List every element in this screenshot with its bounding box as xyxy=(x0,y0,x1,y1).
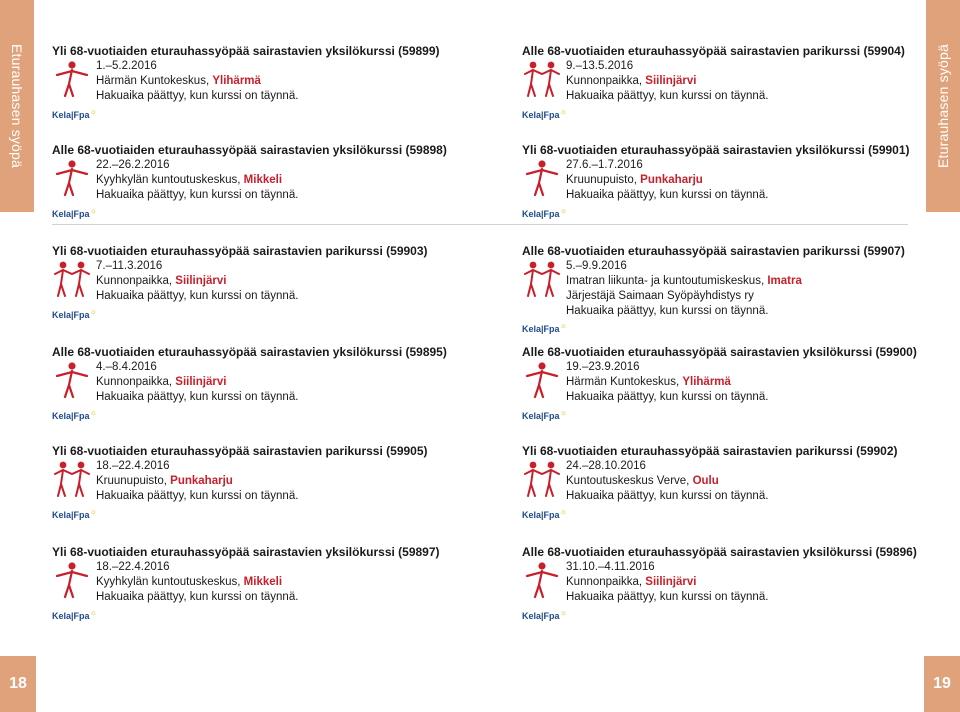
sun-icon: ☼ xyxy=(559,206,567,215)
course-dates: 24.–28.10.2016 xyxy=(566,460,646,472)
course-dates: 18.–22.4.2016 xyxy=(96,561,170,573)
logo-kela-text: Kela xyxy=(522,324,542,334)
logo-separator: | xyxy=(541,510,544,520)
logo-fpa-text: Fpa xyxy=(543,110,560,120)
sun-icon: ☼ xyxy=(559,608,567,617)
section-divider xyxy=(52,224,908,225)
venue-name: Kyyhkylän kuntoutuskeskus, xyxy=(96,174,244,186)
logo-kela-text: Kela xyxy=(522,110,542,120)
couple-figure-icon xyxy=(522,259,562,299)
side-tab-left xyxy=(0,0,34,212)
sun-icon: ☼ xyxy=(89,307,97,316)
course-status: Hakuaika päättyy, kun kurssi on täynnä. xyxy=(566,490,769,502)
couple-figure-icon xyxy=(52,459,92,499)
person-figure-icon xyxy=(522,158,562,198)
logo-fpa-text: Fpa xyxy=(543,611,560,621)
logo-separator: | xyxy=(71,611,74,621)
course-dates: 19.–23.9.2016 xyxy=(566,361,640,373)
course-venue xyxy=(566,173,942,188)
course-status: Hakuaika päättyy, kun kurssi on täynnä. xyxy=(566,305,769,317)
course-entry xyxy=(522,545,942,621)
logo-kela-text: Kela xyxy=(52,411,72,421)
course-entry xyxy=(522,143,942,219)
logo-fpa-text: Fpa xyxy=(543,324,560,334)
side-tab-label: Eturauhasen syöpä xyxy=(9,43,26,169)
logo-kela-text: Kela xyxy=(522,209,542,219)
course-venue xyxy=(566,575,942,590)
course-body xyxy=(522,560,942,621)
venue-name: Kuntoutuskeskus Verve, xyxy=(566,475,693,487)
kela-fpa-logo xyxy=(52,206,97,219)
course-body xyxy=(52,158,472,219)
venue-city: Imatra xyxy=(767,275,802,287)
course-entry xyxy=(52,143,472,219)
logo-kela-text: Kela xyxy=(52,510,72,520)
venue-city: Punkaharju xyxy=(170,475,233,487)
person-figure-icon xyxy=(522,360,562,400)
logo-fpa-text: Fpa xyxy=(73,611,90,621)
logo-separator: | xyxy=(71,110,74,120)
logo-fpa-text: Fpa xyxy=(543,510,560,520)
course-dates: 18.–22.4.2016 xyxy=(96,460,170,472)
venue-city: Oulu xyxy=(692,475,719,487)
venue-city: Ylihärmä xyxy=(212,75,261,87)
course-title: Alle 68-vuotiaiden eturauhassyöpää sairastavien parikurssi (59904) xyxy=(522,44,905,58)
page-number-right: 19 xyxy=(924,656,960,712)
course-body xyxy=(52,259,472,320)
course-body xyxy=(522,259,942,334)
kela-fpa-logo xyxy=(52,408,97,421)
course-status: Hakuaika päättyy, kun kurssi on täynnä. xyxy=(566,391,769,403)
venue-name: Kyyhkylän kuntoutuskeskus, xyxy=(96,576,244,588)
logo-kela-text: Kela xyxy=(52,310,72,320)
sun-icon: ☼ xyxy=(559,107,567,116)
course-entry xyxy=(522,244,942,334)
course-dates: 22.–26.2.2016 xyxy=(96,159,170,171)
course-venue xyxy=(566,474,942,489)
course-entry xyxy=(522,444,942,520)
kela-fpa-logo xyxy=(52,507,97,520)
course-entry xyxy=(52,345,472,421)
sun-icon: ☼ xyxy=(559,507,567,516)
kela-fpa-logo xyxy=(52,307,97,320)
course-venue xyxy=(96,575,472,590)
sun-icon: ☼ xyxy=(89,107,97,116)
venue-city: Siilinjärvi xyxy=(175,376,227,388)
venue-name: Härmän Kuntokeskus, xyxy=(96,75,213,87)
course-status: Hakuaika päättyy, kun kurssi on täynnä. xyxy=(566,189,769,201)
course-dates: 7.–11.3.2016 xyxy=(96,260,163,272)
venue-city: Ylihärmä xyxy=(682,376,731,388)
course-body xyxy=(52,459,472,520)
logo-fpa-text: Fpa xyxy=(543,209,560,219)
logo-fpa-text: Fpa xyxy=(543,411,560,421)
venue-city: Siilinjärvi xyxy=(645,75,697,87)
logo-fpa-text: Fpa xyxy=(73,411,90,421)
course-title: Yli 68-vuotiaiden eturauhassyöpää sairastavien yksilökurssi (59901) xyxy=(522,143,910,157)
course-title: Yli 68-vuotiaiden eturauhassyöpää sairastavien parikurssi (59905) xyxy=(52,444,428,458)
course-venue xyxy=(96,375,472,390)
kela-fpa-logo xyxy=(522,206,567,219)
course-status: Hakuaika päättyy, kun kurssi on täynnä. xyxy=(566,90,769,102)
venue-name: Kruunupuisto, xyxy=(566,174,641,186)
course-title: Alle 68-vuotiaiden eturauhassyöpää sairastavien yksilökurssi (59898) xyxy=(52,143,447,157)
sun-icon: ☼ xyxy=(89,608,97,617)
kela-fpa-logo xyxy=(522,608,567,621)
logo-separator: | xyxy=(541,209,544,219)
logo-kela-text: Kela xyxy=(52,110,72,120)
venue-name: Kunnonpaikka, xyxy=(96,376,176,388)
venue-name: Kunnonpaikka, xyxy=(566,75,646,87)
kela-fpa-logo xyxy=(522,321,567,334)
course-entry xyxy=(52,244,472,320)
course-body xyxy=(52,59,472,120)
sun-icon: ☼ xyxy=(559,321,567,330)
course-venue xyxy=(96,74,472,89)
course-entry xyxy=(52,545,472,621)
sun-icon: ☼ xyxy=(559,408,567,417)
kela-fpa-logo xyxy=(522,408,567,421)
logo-separator: | xyxy=(541,324,544,334)
person-figure-icon xyxy=(52,158,92,198)
kela-fpa-logo xyxy=(522,107,567,120)
venue-name: Imatran liikunta- ja kuntoutumiskeskus, xyxy=(566,275,768,287)
person-figure-icon xyxy=(522,560,562,600)
course-status: Hakuaika päättyy, kun kurssi on täynnä. xyxy=(566,591,769,603)
course-dates: 31.10.–4.11.2016 xyxy=(566,561,655,573)
venue-city: Siilinjärvi xyxy=(175,275,227,287)
couple-figure-icon xyxy=(522,59,562,99)
course-body xyxy=(52,360,472,421)
venue-city: Punkaharju xyxy=(640,174,703,186)
course-dates: 9.–13.5.2016 xyxy=(566,60,634,72)
course-status: Hakuaika päättyy, kun kurssi on täynnä. xyxy=(96,189,299,201)
logo-separator: | xyxy=(71,411,74,421)
logo-fpa-text: Fpa xyxy=(73,310,90,320)
venue-name: Kruunupuisto, xyxy=(96,475,171,487)
course-status: Hakuaika päättyy, kun kurssi on täynnä. xyxy=(96,290,299,302)
logo-kela-text: Kela xyxy=(522,611,542,621)
course-venue xyxy=(566,375,942,390)
venue-city: Mikkeli xyxy=(243,174,283,186)
course-body xyxy=(522,459,942,520)
course-entry xyxy=(52,44,472,120)
course-title: Yli 68-vuotiaiden eturauhassyöpää sairastavien parikurssi (59903) xyxy=(52,244,428,258)
venue-name: Härmän Kuntokeskus, xyxy=(566,376,683,388)
logo-separator: | xyxy=(541,411,544,421)
logo-separator: | xyxy=(71,310,74,320)
logo-kela-text: Kela xyxy=(522,510,542,520)
logo-separator: | xyxy=(541,110,544,120)
course-entry xyxy=(52,444,472,520)
sun-icon: ☼ xyxy=(89,507,97,516)
person-figure-icon xyxy=(52,560,92,600)
logo-fpa-text: Fpa xyxy=(73,209,90,219)
couple-figure-icon xyxy=(522,459,562,499)
venue-name: Kunnonpaikka, xyxy=(96,275,176,287)
course-venue xyxy=(96,173,472,188)
side-tab-label: Eturauhasen syöpä xyxy=(935,43,952,169)
logo-separator: | xyxy=(71,209,74,219)
person-figure-icon xyxy=(52,59,92,99)
logo-kela-text: Kela xyxy=(522,411,542,421)
course-dates: 5.–9.9.2016 xyxy=(566,260,627,272)
course-venue xyxy=(566,274,942,289)
couple-figure-icon xyxy=(52,259,92,299)
page-number-left: 18 xyxy=(0,656,36,712)
course-title: Alle 68-vuotiaiden eturauhassyöpää sairastavien yksilökurssi (59900) xyxy=(522,345,917,359)
logo-separator: | xyxy=(541,611,544,621)
course-status: Hakuaika päättyy, kun kurssi on täynnä. xyxy=(96,90,299,102)
course-body xyxy=(522,59,942,120)
course-organizer: Järjestäjä Saimaan Syöpäyhdistys ry xyxy=(566,290,754,302)
course-status: Hakuaika päättyy, kun kurssi on täynnä. xyxy=(96,490,299,502)
course-venue xyxy=(566,74,942,89)
course-title: Yli 68-vuotiaiden eturauhassyöpää sairastavien yksilökurssi (59899) xyxy=(52,44,440,58)
logo-fpa-text: Fpa xyxy=(73,510,90,520)
logo-kela-text: Kela xyxy=(52,611,72,621)
course-venue xyxy=(96,474,472,489)
course-venue xyxy=(96,274,472,289)
course-title: Yli 68-vuotiaiden eturauhassyöpää sairastavien parikurssi (59902) xyxy=(522,444,898,458)
course-body xyxy=(522,158,942,219)
course-title: Alle 68-vuotiaiden eturauhassyöpää sairastavien yksilökurssi (59896) xyxy=(522,545,917,559)
course-title: Alle 68-vuotiaiden eturauhassyöpää sairastavien yksilökurssi (59895) xyxy=(52,345,447,359)
course-title: Yli 68-vuotiaiden eturauhassyöpää sairastavien yksilökurssi (59897) xyxy=(52,545,440,559)
kela-fpa-logo xyxy=(52,107,97,120)
sun-icon: ☼ xyxy=(89,408,97,417)
course-body xyxy=(522,360,942,421)
course-entry xyxy=(522,345,942,421)
course-dates: 4.–8.4.2016 xyxy=(96,361,157,373)
venue-name: Kunnonpaikka, xyxy=(566,576,646,588)
logo-kela-text: Kela xyxy=(52,209,72,219)
course-body xyxy=(52,560,472,621)
course-dates: 27.6.–1.7.2016 xyxy=(566,159,643,171)
course-entry xyxy=(522,44,942,120)
venue-city: Siilinjärvi xyxy=(645,576,697,588)
course-status: Hakuaika päättyy, kun kurssi on täynnä. xyxy=(96,591,299,603)
course-status: Hakuaika päättyy, kun kurssi on täynnä. xyxy=(96,391,299,403)
kela-fpa-logo xyxy=(52,608,97,621)
sun-icon: ☼ xyxy=(89,206,97,215)
person-figure-icon xyxy=(52,360,92,400)
kela-fpa-logo xyxy=(522,507,567,520)
course-dates: 1.–5.2.2016 xyxy=(96,60,157,72)
venue-city: Mikkeli xyxy=(243,576,283,588)
logo-fpa-text: Fpa xyxy=(73,110,90,120)
logo-separator: | xyxy=(71,510,74,520)
course-title: Alle 68-vuotiaiden eturauhassyöpää sairastavien parikurssi (59907) xyxy=(522,244,905,258)
